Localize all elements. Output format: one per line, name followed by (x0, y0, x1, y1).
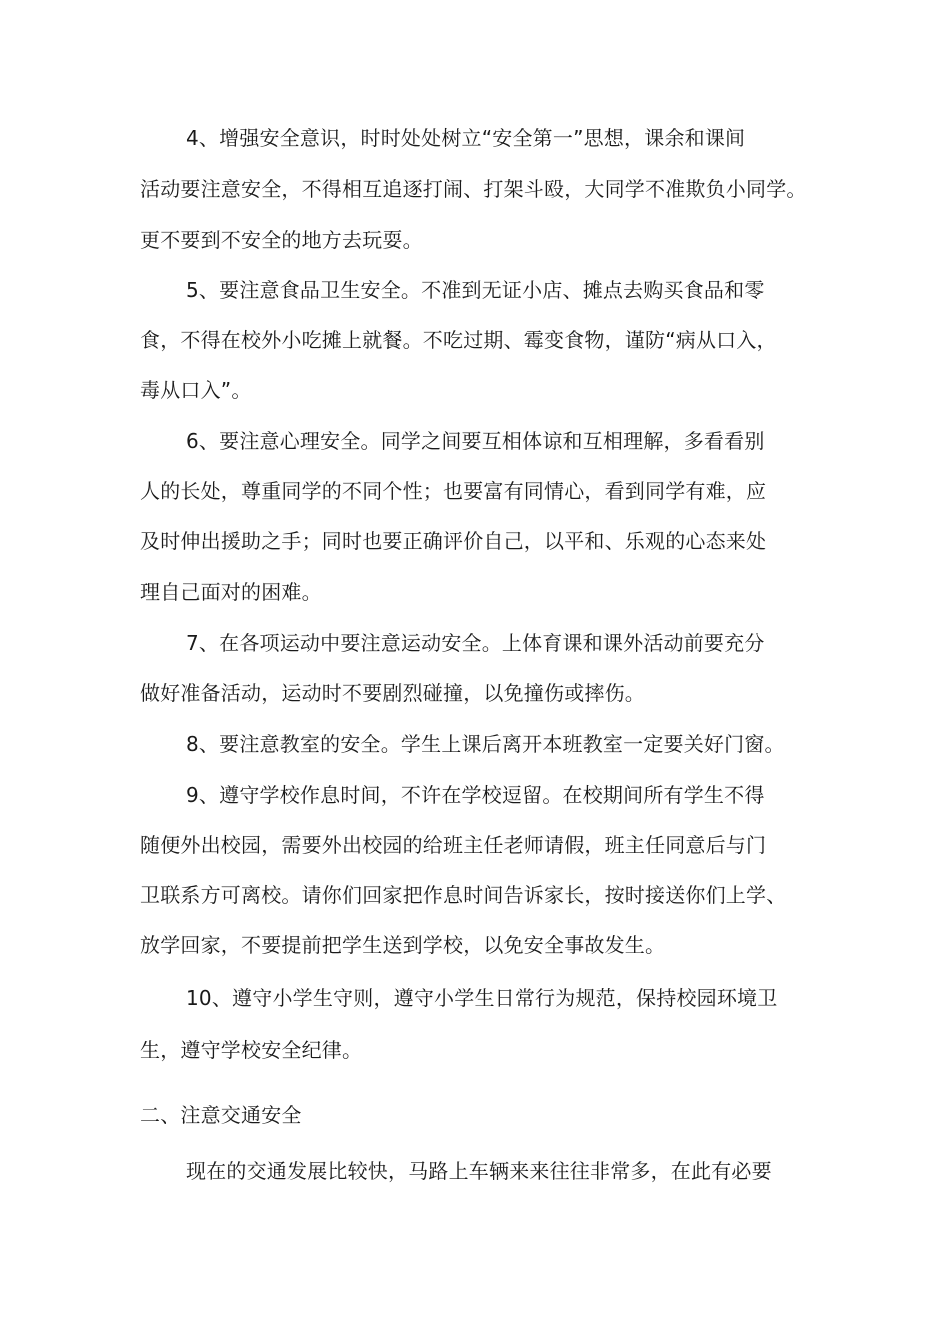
paragraph-9-line-2: 随便外出校园，需要外出校园的给班主任老师请假，班主任同意后与门 (140, 833, 767, 857)
paragraph-10-line-1: 10、遵守小学生守则，遵守小学生日常行为规范，保持校园环境卫 (186, 986, 778, 1010)
paragraph-9-line-1: 9、遵守学校作息时间，不许在学校逗留。在校期间所有学生不得 (186, 783, 765, 807)
paragraph-7-line-1: 7、在各项运动中要注意运动安全。上体育课和课外活动前要充分 (186, 631, 765, 655)
paragraph-6-line-2: 人的长处，尊重同学的不同个性；也要富有同情心，看到同学有难，应 (140, 479, 767, 503)
paragraph-5-line-3: 毒从口入”。 (140, 378, 252, 402)
paragraph-9-line-4: 放学回家，不要提前把学生送到学校，以免安全事故发生。 (140, 933, 666, 957)
section-heading: 二、注意交通安全 (140, 1103, 302, 1127)
paragraph-6-line-3: 及时伸出援助之手；同时也要正确评价自己，以平和、乐观的心态来处 (140, 529, 767, 553)
paragraph-4-line-3: 更不要到不安全的地方去玩耍。 (140, 228, 423, 252)
paragraph-10-line-2: 生，遵守学校安全纪律。 (140, 1038, 363, 1062)
paragraph-4-line-1: 4、增强安全意识，时时处处树立“安全第一”思想，课余和课间 (186, 126, 746, 150)
section-paragraph-line-1: 现在的交通发展比较快，马路上车辆来来往往非常多，在此有必要 (186, 1159, 772, 1183)
paragraph-4-line-2: 活动要注意安全，不得相互追逐打闹、打架斗殴，大同学不准欺负小同学。 (140, 177, 807, 201)
paragraph-8-line-1: 8、要注意教室的安全。学生上课后离开本班教室一定要关好门窗。 (186, 732, 785, 756)
paragraph-5-line-1: 5、要注意食品卫生安全。不准到无证小店、摊点去购买食品和零 (186, 278, 765, 302)
paragraph-6-line-4: 理自己面对的困难。 (140, 580, 322, 604)
paragraph-5-line-2: 食，不得在校外小吃摊上就餐。不吃过期、霉变食物，谨防“病从口入， (140, 328, 777, 352)
paragraph-9-line-3: 卫联系方可离校。请你们回家把作息时间告诉家长，按时接送你们上学、 (140, 883, 787, 907)
paragraph-6-line-1: 6、要注意心理安全。同学之间要互相体谅和互相理解，多看看别 (186, 429, 765, 453)
paragraph-7-line-2: 做好准备活动，运动时不要剧烈碰撞，以免撞伤或摔伤。 (140, 681, 645, 705)
